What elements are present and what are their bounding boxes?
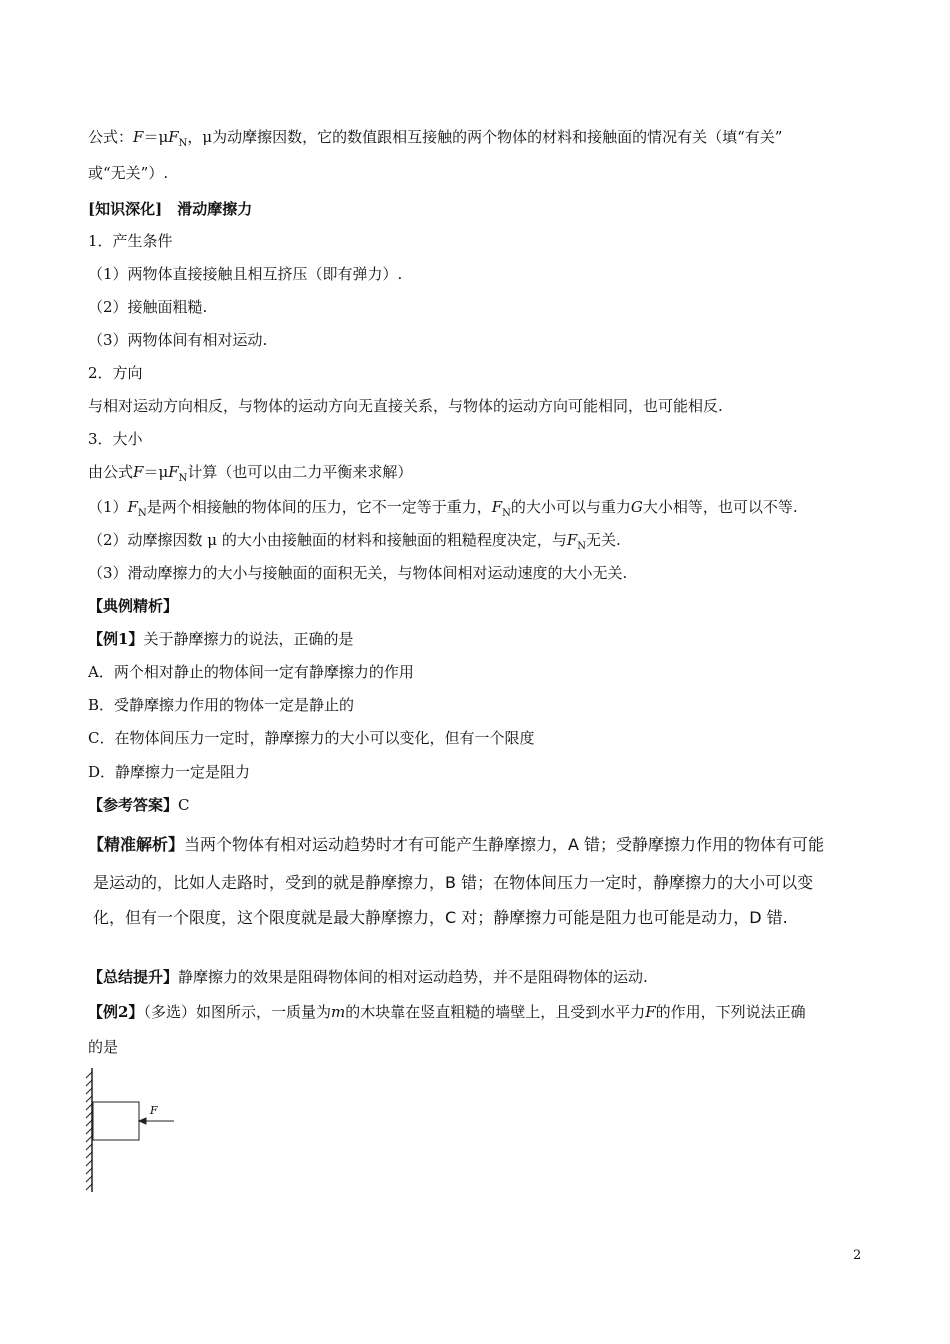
symbol-G: G — [630, 498, 643, 516]
example-2-text-c: 的作用，下列说法正确 — [655, 1003, 806, 1021]
section-2-text: 与相对运动方向相反，与物体的运动方向无直接关系，与物体的运动方向可能相同，也可能相反. — [88, 397, 723, 415]
formula-line-2: 或“无关”）. — [88, 164, 169, 182]
summary — [88, 966, 648, 988]
formula-sep: ，μ — [187, 128, 213, 146]
example-2-question-line-2: 的是 — [88, 1038, 119, 1056]
formula-eq: ＝μ — [143, 463, 169, 481]
force-arrow — [139, 1118, 174, 1124]
s3-item1-c: 的大小可以与重力 — [510, 498, 631, 516]
analysis-line-1 — [88, 834, 824, 856]
symbol-m: m — [330, 1003, 346, 1021]
example-1-text: 关于静摩擦力的说法，正确的是 — [143, 630, 354, 648]
page-number: 2 — [853, 1248, 862, 1263]
section-3-title: 3．大小 — [88, 430, 143, 448]
s3-formula-suffix: 计算（也可以由二力平衡来求解） — [187, 463, 413, 481]
knowledge-heading: [知识深化] 滑动摩擦力 — [88, 200, 253, 218]
example-2-question — [88, 1001, 806, 1023]
section-1-title: 1．产生条件 — [88, 232, 173, 250]
section-1-item-3: （3）两物体间有相对运动. — [88, 331, 268, 349]
section-3-item-1 — [88, 496, 798, 525]
section-1-item-2: （2）接触面粗糙. — [88, 298, 208, 316]
analysis-line-2: 是运动的，比如人走路时，受到的就是静摩擦力，B 错；在物体间压力一定时，静摩擦力的大小可以变 — [93, 873, 814, 892]
symbol-FN: F — [491, 498, 503, 516]
subscript-N: N — [137, 508, 147, 519]
subscript-N: N — [178, 138, 188, 149]
section-3-formula — [88, 461, 412, 490]
summary-label: 【总结提升】 — [88, 968, 179, 986]
s3-item2-b: 无关. — [586, 531, 621, 549]
formula-line — [88, 126, 782, 155]
example-2-text-b: 的木块靠在竖直粗糙的墙壁上，且受到水平力 — [345, 1003, 646, 1021]
example-1-option-a: A．两个相对静止的物体间一定有静摩擦力的作用 — [88, 663, 414, 681]
symbol-FN: F — [168, 128, 179, 146]
formula-rest: 为动摩擦因数，它的数值跟相互接触的两个物体的材料和接触面的情况有关（填“有关” — [212, 128, 783, 146]
section-2-title: 2．方向 — [88, 364, 143, 382]
s3-item1-b: 是两个相接触的物体间的压力，它不一定等于重力， — [146, 498, 492, 516]
force-label: F — [150, 1104, 158, 1117]
symbol-F: F — [133, 128, 144, 146]
wall-block-figure — [82, 1068, 182, 1194]
formula-eq: ＝μ — [143, 128, 169, 146]
answer-label: 【参考答案】 — [88, 796, 179, 814]
symbol-FN: F — [168, 463, 179, 481]
example-1-option-b: B．受静摩擦力作用的物体一定是静止的 — [88, 696, 355, 714]
s3-item2-a: （2）动摩擦因数 μ 的大小由接触面的材料和接触面的粗糙程度决定，与 — [88, 531, 567, 549]
example-1-question — [88, 628, 353, 650]
answer-value: C — [178, 796, 190, 814]
subscript-N: N — [178, 473, 188, 484]
section-3-item-3: （3）滑动摩擦力的大小与接触面的面积无关，与物体间相对运动速度的大小无关. — [88, 564, 628, 582]
analysis-line-3: 化，但有一个限度，这个限度就是最大静摩擦力，C 对；静摩擦力可能是阻力也可能是动力，D 错. — [93, 908, 788, 927]
s3-formula-prefix: 由公式 — [88, 463, 134, 481]
example-1-answer — [88, 794, 190, 816]
subscript-N: N — [502, 508, 511, 519]
analysis-text-1: 当两个物体有相对运动趋势时才有可能产生静摩擦力，A 错；受静摩擦力作用的物体有可能 — [184, 835, 825, 854]
example-1-option-c: C．在物体间压力一定时，静摩擦力的大小可以变化，但有一个限度 — [88, 729, 535, 747]
symbol-F: F — [133, 463, 144, 481]
example-2-label: 【例2】 — [88, 1003, 144, 1021]
section-1-item-1: （1）两物体直接接触且相互挤压（即有弹力）. — [88, 265, 403, 283]
example-1-option-d: D．静摩擦力一定是阻力 — [88, 763, 251, 781]
formula-prefix: 公式： — [88, 128, 134, 146]
s3-item1-d: 大小相等，也可以不等. — [642, 498, 798, 516]
block — [93, 1102, 139, 1140]
symbol-F: F — [645, 1003, 656, 1021]
analysis-label: 【精准解析】 — [88, 835, 185, 854]
examples-heading: 【典例精析】 — [88, 597, 179, 615]
example-1-label: 【例1】 — [88, 630, 144, 648]
wall-hatching — [86, 1068, 92, 1192]
example-2-text-a: （多选）如图所示，一质量为 — [143, 1003, 331, 1021]
summary-text: 静摩擦力的效果是阻碍物体间的相对运动趋势，并不是阻碍物体的运动. — [178, 968, 648, 986]
s3-item1-a: （1） — [88, 498, 128, 516]
subscript-N: N — [577, 541, 587, 552]
section-3-item-2 — [88, 529, 621, 558]
symbol-FN: F — [127, 498, 138, 516]
symbol-FN: F — [566, 531, 578, 549]
